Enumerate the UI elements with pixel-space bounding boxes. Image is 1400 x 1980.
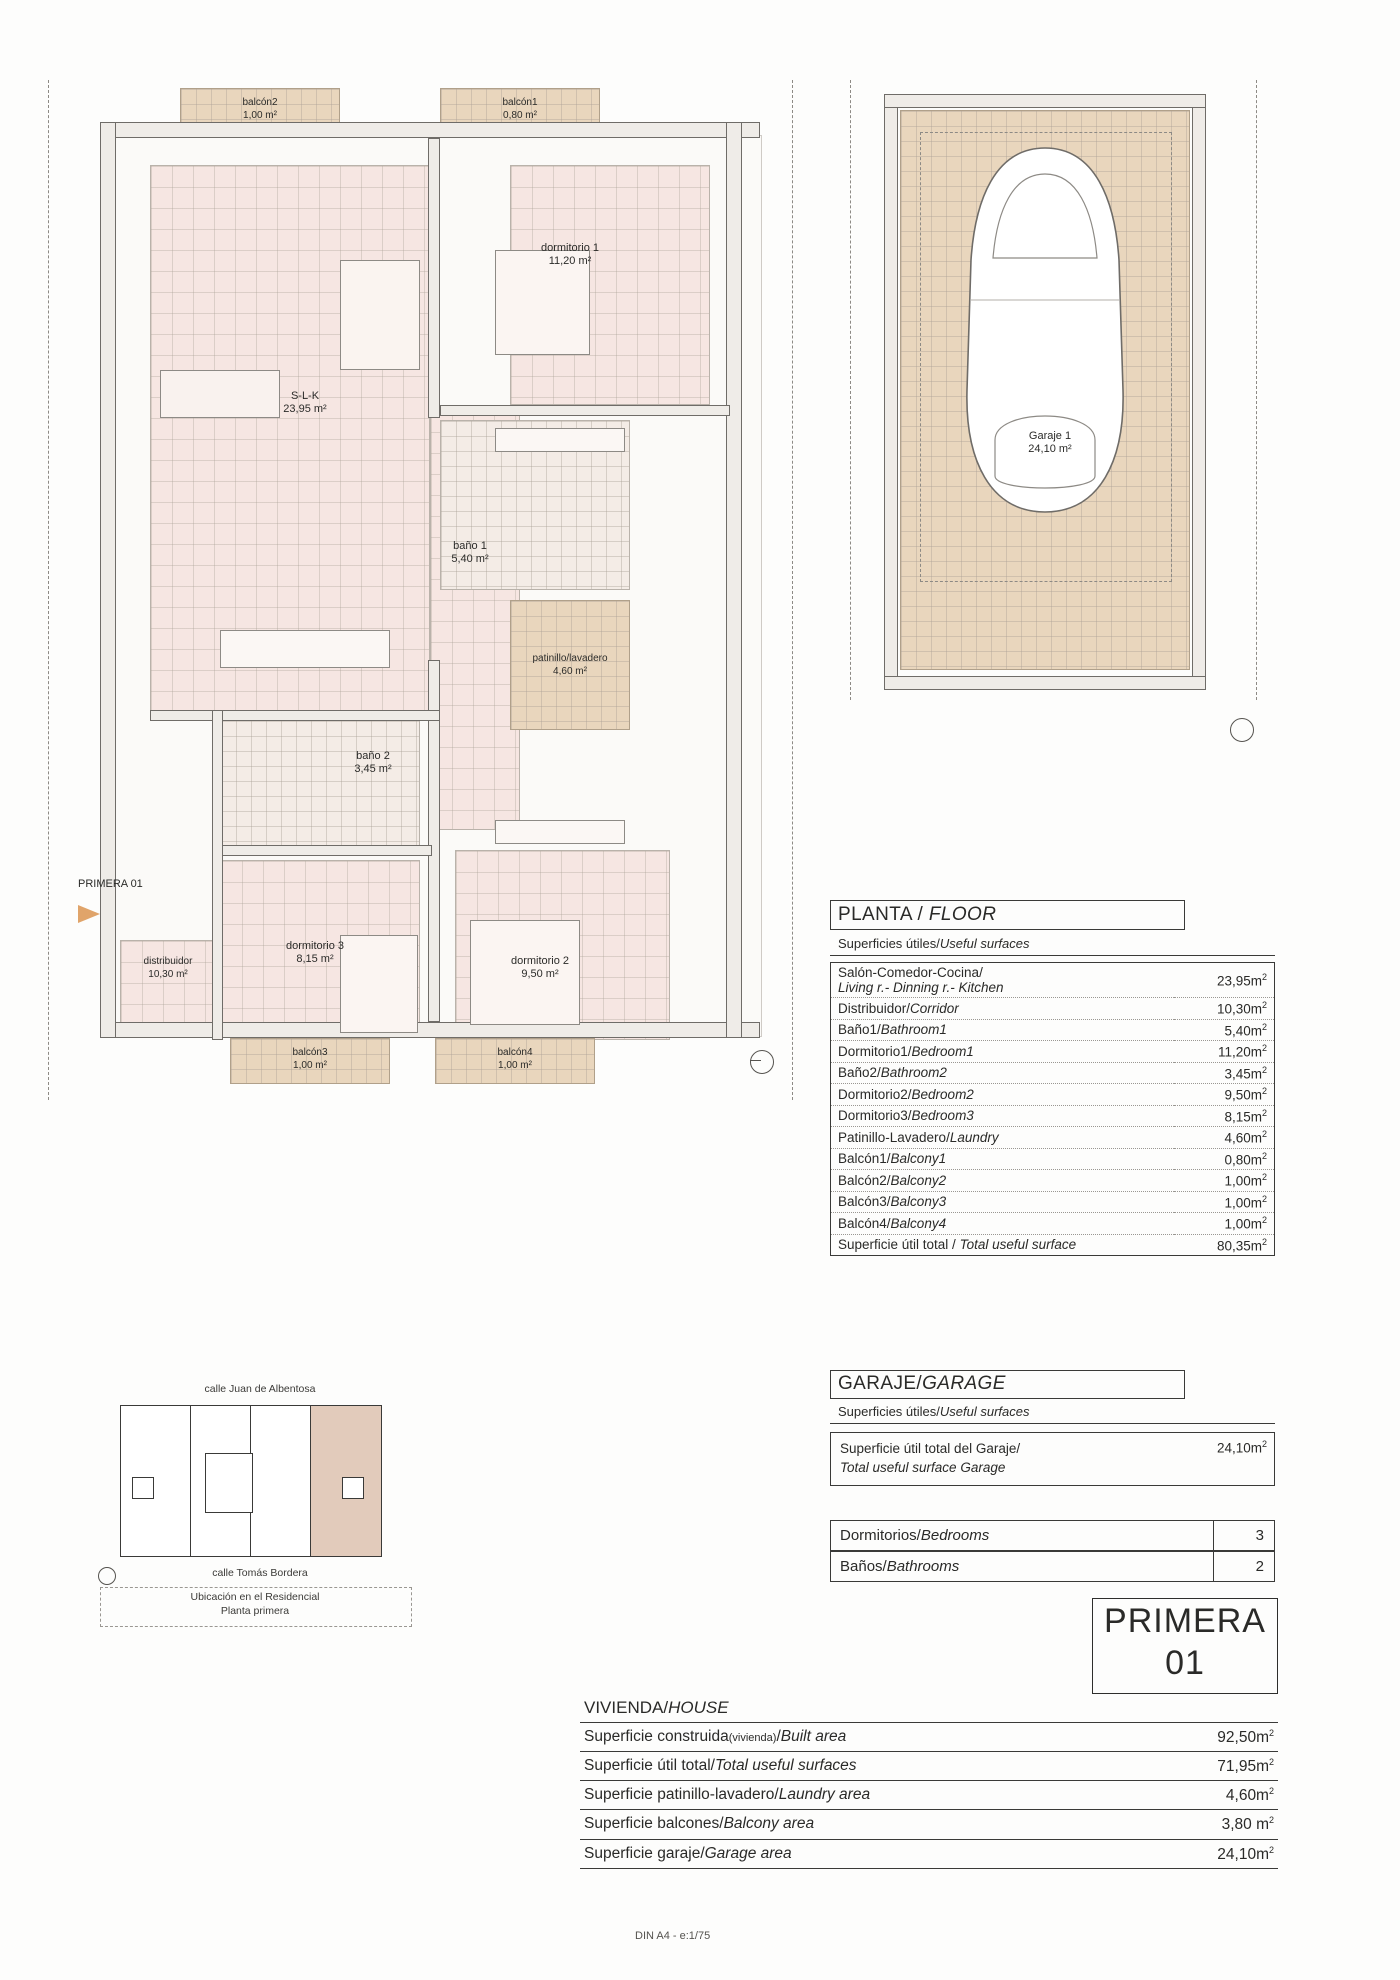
- label-bedroom-1: [510, 242, 630, 268]
- floor-row-label: [831, 963, 1174, 998]
- house-row-label: [584, 1757, 857, 1776]
- house-row-value-unit: 2: [1268, 1815, 1274, 1826]
- floor-row-value: [1174, 1170, 1274, 1192]
- floor-row-value: [1174, 1148, 1274, 1170]
- label-garage: [980, 430, 1120, 456]
- wall-right: [726, 122, 742, 1038]
- floor-row-es: Patinillo-Lavadero/: [838, 1129, 950, 1145]
- floor-row-value-unit: 2: [1261, 1215, 1267, 1225]
- floor-row-es: Balcón1/: [838, 1151, 891, 1167]
- house-row-value-text: 92,50m: [1217, 1729, 1269, 1747]
- house-row-en: Balcony area: [723, 1815, 815, 1833]
- count-bedrooms-es: Dormitorios/: [840, 1527, 921, 1544]
- floor-row-value-text: 0,80m: [1224, 1152, 1262, 1167]
- floor-total-label: [831, 1234, 1174, 1255]
- floor-total-value: [1174, 1234, 1274, 1255]
- apartment-plan: [40, 60, 800, 1120]
- count-bedrooms-en: Bedrooms: [920, 1527, 990, 1544]
- floor-row-value: [1174, 1041, 1274, 1063]
- floor-row-en: Laundry: [949, 1129, 999, 1145]
- floor-table-subtitle-en: Useful surfaces: [939, 936, 1030, 951]
- house-row-es: Superficie balcones/: [584, 1815, 724, 1833]
- label-bathroom-2-area: 3,45 m²: [354, 763, 392, 775]
- floor-total-value-unit: 2: [1261, 1236, 1267, 1247]
- house-row-value-text: 3,80 m: [1221, 1816, 1269, 1834]
- floor-row-label: [831, 1105, 1174, 1127]
- floor-table-subtitle: [838, 936, 1029, 951]
- count-bathrooms-divider: [1213, 1552, 1214, 1581]
- floor-table-subtitle-rule: [830, 955, 1275, 956]
- floor-row-label: [831, 1084, 1174, 1106]
- key-plan-stair-1: [132, 1477, 154, 1499]
- floor-row-value: [1174, 1105, 1274, 1127]
- floor-row-value-unit: 2: [1261, 1086, 1267, 1096]
- floor-row-value-unit: 2: [1261, 1107, 1267, 1118]
- garage-ref-right: [1256, 80, 1257, 700]
- floor-table-subtitle-es: Superficies útiles/: [838, 936, 940, 951]
- house-table: [580, 1694, 1278, 1869]
- house-row-label: [584, 1786, 870, 1805]
- floor-row-value-unit: 2: [1261, 1043, 1267, 1053]
- label-balcony-3-name: balcón3: [292, 1047, 328, 1058]
- house-table-row: [580, 1840, 1278, 1869]
- label-bathroom-2-name: baño 2: [356, 750, 390, 762]
- floor-row-en: Balcony1: [890, 1151, 947, 1167]
- house-row-es: Superficie garaje/: [584, 1844, 705, 1862]
- key-plan-street-bottom: calle Tomás Bordera: [212, 1567, 308, 1579]
- count-bathrooms-label: [840, 1558, 959, 1575]
- garage-plan: [840, 70, 1270, 710]
- garage-table-title: [838, 1373, 1006, 1395]
- floor-row-label: [831, 1062, 1174, 1084]
- floor-row-value-text: 8,15m: [1224, 1109, 1262, 1124]
- floor-row-value: [1174, 1213, 1274, 1235]
- count-bathrooms-value: 2: [1255, 1558, 1264, 1575]
- label-bathroom-1-area: 5,40 m²: [451, 553, 489, 565]
- key-plan-street-top: calle Juan de Albentosa: [204, 1383, 316, 1395]
- floor-total-en: Total useful surface: [959, 1237, 1077, 1253]
- floor-row-value-text: 10,30m: [1216, 1001, 1262, 1017]
- floor-table-title-en: FLOOR: [928, 904, 997, 925]
- floor-row-value-unit: 2: [1261, 1000, 1267, 1010]
- floor-row-label: [831, 1170, 1174, 1192]
- house-row-value: [1222, 1815, 1274, 1834]
- floor-table-row: [831, 1062, 1274, 1084]
- house-row-en: Total useful surfaces: [714, 1757, 857, 1775]
- label-bedroom-1-name: dormitorio 1: [540, 242, 600, 254]
- floor-row-value-unit: 2: [1261, 1150, 1267, 1161]
- garage-table-subtitle-rule: [830, 1423, 1275, 1424]
- key-plan-stair-2: [342, 1477, 364, 1499]
- floor-row-es: Salón-Comedor-Cocina/: [838, 965, 983, 980]
- label-balcony-1-name: balcón1: [502, 97, 538, 108]
- label-garage-name: Garaje 1: [1028, 430, 1072, 442]
- house-row-en: Garage area: [704, 1844, 792, 1862]
- key-plan-caption-line1: Ubicación en el Residencial: [190, 1591, 320, 1603]
- floor-row-en: Bedroom1: [911, 1043, 974, 1059]
- floor-table-row: [831, 1148, 1274, 1170]
- garage-row-es: Superficie útil total del Garaje/: [840, 1441, 1021, 1456]
- floor-row-value: [1174, 963, 1274, 998]
- label-bedroom-3-area: 8,15 m²: [296, 953, 334, 965]
- label-bedroom-2-area: 9,50 m²: [521, 968, 559, 980]
- floor-row-value-unit: 2: [1261, 971, 1267, 982]
- label-living-kitchen-area: 23,95 m²: [283, 403, 327, 415]
- floor-row-en: Bedroom3: [911, 1108, 974, 1124]
- floor-table-row: [831, 1213, 1274, 1235]
- floor-table-row: [831, 1019, 1274, 1041]
- floor-row-label: [831, 1191, 1174, 1213]
- label-distributor-name: distribuidor: [143, 956, 193, 967]
- floor-table-total-row: [831, 1234, 1274, 1255]
- floor-row-en: Bathroom1: [880, 1022, 947, 1038]
- house-table-row: [580, 1752, 1278, 1781]
- count-bedrooms-label: [840, 1527, 989, 1544]
- north-symbol-plan: [750, 1050, 774, 1074]
- floor-row-value-text: 4,60m: [1224, 1130, 1262, 1146]
- floor-row-label: [831, 1041, 1174, 1063]
- label-balcony-4-area: 1,00 m²: [498, 1060, 532, 1071]
- floor-table-row: [831, 1191, 1274, 1213]
- count-bathrooms-es: Baños/: [840, 1558, 887, 1575]
- house-row-value-unit: 2: [1268, 1786, 1274, 1797]
- floor-row-es: Baño2/: [838, 1065, 881, 1081]
- floor-row-value-text: 23,95m: [1216, 973, 1262, 989]
- label-laundry-area: 4,60 m²: [553, 666, 587, 677]
- furniture-kitchen-counter: [220, 630, 390, 668]
- furniture-wardrobe-1: [495, 428, 625, 452]
- house-table-title-en: HOUSE: [668, 1698, 729, 1717]
- floor-row-en: Balcony4: [890, 1215, 947, 1231]
- label-bathroom-1-name: baño 1: [453, 540, 487, 552]
- floor-total-es: Superficie útil total /: [838, 1237, 960, 1253]
- wall-interior-horizontal-3: [220, 845, 432, 856]
- floor-table-title-es: PLANTA /: [838, 904, 924, 925]
- ref-line-right: [792, 80, 793, 1100]
- house-table-row: [580, 1781, 1278, 1810]
- house-table-row: [580, 1810, 1278, 1839]
- garage-row-en: Total useful surface Garage: [840, 1460, 1006, 1475]
- label-bedroom-2: [480, 955, 600, 981]
- garage-table-row: [840, 1439, 1170, 1477]
- house-row-es: Superficie patinillo-lavadero/: [584, 1786, 779, 1804]
- floor-row-es: Distribuidor/: [838, 1000, 911, 1016]
- floor-row-en: Bathroom2: [880, 1065, 947, 1081]
- floor-row-es: Balcón3/: [838, 1194, 891, 1210]
- label-laundry-name: patinillo/lavadero: [532, 653, 608, 664]
- floor-row-value: [1174, 1191, 1274, 1213]
- unit-number: 01: [1165, 1644, 1205, 1682]
- key-plan-block-1: [120, 1405, 192, 1557]
- house-row-value-unit: 2: [1268, 1844, 1274, 1855]
- room-bathroom-2: [220, 720, 420, 850]
- label-bedroom-2-name: dormitorio 2: [510, 955, 570, 967]
- label-balcony-3-area: 1,00 m²: [293, 1060, 327, 1071]
- label-balcony-3: [230, 1046, 390, 1072]
- key-plan-inner-notch: [205, 1453, 253, 1513]
- house-row-value-unit: 2: [1268, 1757, 1274, 1768]
- floor-row-value: [1174, 998, 1274, 1020]
- count-bedrooms-divider: [1213, 1521, 1214, 1550]
- label-balcony-4-name: balcón4: [497, 1047, 533, 1058]
- house-row-value: [1226, 1786, 1274, 1805]
- label-balcony-2-area: 1,00 m²: [243, 110, 277, 121]
- floor-row-es: Dormitorio2/: [838, 1086, 912, 1102]
- label-bathroom-2: [328, 750, 418, 776]
- floor-row-en: Corridor: [910, 1000, 959, 1016]
- ref-line-left: [48, 80, 49, 1100]
- wall-interior-vertical-3: [212, 710, 223, 1040]
- wall-interior-horizontal-2: [150, 710, 440, 721]
- garage-wall-bottom: [884, 676, 1206, 690]
- label-living-kitchen-name: S-L-K: [290, 390, 320, 402]
- house-row-en: Built area: [780, 1728, 847, 1745]
- garage-wall-top: [884, 94, 1206, 108]
- floor-row-value-text: 1,00m: [1224, 1173, 1262, 1189]
- house-row-en: Laundry area: [778, 1786, 871, 1804]
- wall-interior-horizontal-1: [440, 405, 730, 416]
- floor-table-row: [831, 998, 1274, 1020]
- house-table-header: [580, 1694, 1278, 1723]
- floor-row-value-text: 1,00m: [1224, 1216, 1262, 1232]
- garage-wall-right: [1192, 94, 1206, 690]
- floor-row-value-text: 11,20m: [1217, 1044, 1262, 1060]
- floor-row-en: Bedroom2: [911, 1086, 974, 1102]
- key-plan-block-3: [250, 1405, 312, 1557]
- garage-table-title-en: GARAGE: [922, 1373, 1006, 1394]
- floor-total-value-text: 80,35m: [1216, 1238, 1262, 1253]
- house-row-value: [1217, 1845, 1274, 1864]
- floor-row-value-unit: 2: [1261, 1193, 1267, 1204]
- floor-row-en: Balcony3: [890, 1194, 947, 1210]
- house-row-value-text: 24,10m: [1217, 1845, 1269, 1863]
- floor-row-value-text: 5,40m: [1224, 1023, 1262, 1038]
- garage-row-value: [1171, 1439, 1267, 1456]
- floor-row-en: Living r.- Dinning r.- Kitchen: [838, 980, 1004, 995]
- house-table-row: [580, 1723, 1278, 1752]
- floor-row-value-text: 3,45m: [1224, 1066, 1262, 1081]
- garage-row-value-text: 24,10m: [1216, 1440, 1262, 1456]
- unit-title: PRIMERA: [1104, 1602, 1266, 1640]
- house-row-value-text: 4,60m: [1225, 1787, 1269, 1805]
- house-row-es: Superficie útil total/: [584, 1757, 715, 1775]
- house-row-sep: /: [776, 1728, 781, 1745]
- car-icon: [935, 140, 1155, 520]
- floor-table-row: [831, 1105, 1274, 1127]
- entrance-arrow-icon: [78, 905, 100, 923]
- key-plan: [110, 1383, 410, 1617]
- floor-row-value: [1174, 1019, 1274, 1041]
- wall-bottom: [100, 1022, 760, 1038]
- entrance-label: PRIMERA 01: [78, 878, 143, 890]
- wall-top: [100, 122, 760, 138]
- house-row-paren: (vivienda): [728, 1732, 777, 1744]
- label-balcony-1: [440, 96, 600, 122]
- floor-row-es: Dormitorio1/: [838, 1043, 912, 1059]
- label-balcony-1-area: 0,80 m²: [503, 110, 537, 121]
- floor-table-row: [831, 1084, 1274, 1106]
- floor-table-row: [831, 1127, 1274, 1149]
- label-balcony-2-name: balcón2: [242, 97, 278, 108]
- count-row-bedrooms: [830, 1520, 1275, 1551]
- floor-row-value-unit: 2: [1261, 1021, 1267, 1032]
- garage-table: [830, 1432, 1275, 1486]
- wall-interior-vertical-1: [428, 138, 440, 418]
- count-bedrooms-value: 3: [1255, 1527, 1264, 1544]
- floor-row-label: [831, 998, 1174, 1020]
- floor-row-value-text: 1,00m: [1224, 1195, 1262, 1210]
- label-balcony-2: [180, 96, 340, 122]
- house-row-es: Superficie construida: [584, 1728, 729, 1745]
- floor-table-row: [831, 1170, 1274, 1192]
- floor-row-value-text: 9,50m: [1224, 1087, 1262, 1103]
- label-bedroom-3-name: dormitorio 3: [285, 940, 345, 952]
- garage-table-title-es: GARAJE/: [838, 1373, 923, 1394]
- floor-row-label: [831, 1127, 1174, 1149]
- label-bedroom-1-area: 11,20 m²: [548, 255, 592, 267]
- label-balcony-4: [435, 1046, 595, 1072]
- label-bedroom-3: [255, 940, 375, 966]
- floor-row-es: Balcón4/: [838, 1215, 891, 1231]
- floor-row-en: Balcony2: [890, 1172, 947, 1188]
- garage-table-subtitle-es: Superficies útiles/: [838, 1404, 940, 1419]
- garage-table-subtitle-en: Useful surfaces: [939, 1404, 1030, 1419]
- wall-left: [100, 122, 116, 1038]
- floor-row-value-unit: 2: [1261, 1064, 1267, 1075]
- floor-row-es: Dormitorio3/: [838, 1108, 912, 1124]
- floor-row-label: [831, 1019, 1174, 1041]
- garage-wall-left: [884, 94, 898, 690]
- furniture-wardrobe-2: [495, 820, 625, 844]
- floor-row-value: [1174, 1127, 1274, 1149]
- floor-row-es: Balcón2/: [838, 1172, 891, 1188]
- label-living-kitchen: [250, 390, 360, 416]
- garage-ref-left: [850, 80, 851, 700]
- house-row-label: [584, 1845, 792, 1864]
- label-bathroom-1: [425, 540, 515, 566]
- house-row-value-unit: 2: [1268, 1728, 1274, 1738]
- floor-table-grid: [831, 963, 1274, 1255]
- count-row-bathrooms: [830, 1551, 1275, 1582]
- furniture-sofa: [340, 260, 420, 370]
- floor-row-label: [831, 1148, 1174, 1170]
- label-distributor: [118, 955, 218, 981]
- north-symbol-garage: [1230, 718, 1254, 742]
- floor-table-row: [831, 963, 1274, 998]
- floor-row-value-unit: 2: [1261, 1172, 1267, 1182]
- count-bathrooms-en: Bathrooms: [886, 1558, 960, 1575]
- north-symbol-plan-tick: [750, 1060, 761, 1061]
- floor-table-title: [838, 904, 996, 926]
- key-plan-caption-line2: Planta primera: [220, 1605, 290, 1617]
- floor-row-value: [1174, 1084, 1274, 1106]
- floor-table: [830, 962, 1275, 1256]
- garage-row-value-unit: 2: [1261, 1439, 1267, 1449]
- label-distributor-area: 10,30 m²: [148, 969, 188, 980]
- floor-row-value: [1174, 1062, 1274, 1084]
- floor-row-label: [831, 1213, 1174, 1235]
- floor-row-value-unit: 2: [1261, 1129, 1267, 1139]
- house-table-title-es: VIVIENDA/: [584, 1698, 669, 1717]
- garage-table-subtitle: [838, 1404, 1029, 1419]
- floor-table-row: [831, 1041, 1274, 1063]
- label-garage-area: 24,10 m²: [1028, 443, 1072, 455]
- house-row-label: [584, 1728, 846, 1747]
- floor-row-es: Baño1/: [838, 1022, 881, 1038]
- scale-note: DIN A4 - e:1/75: [635, 1930, 711, 1942]
- house-row-label: [584, 1815, 814, 1834]
- label-laundry: [495, 652, 645, 678]
- house-row-value: [1217, 1757, 1274, 1776]
- house-row-value-text: 71,95m: [1217, 1758, 1269, 1776]
- house-row-value: [1217, 1728, 1274, 1747]
